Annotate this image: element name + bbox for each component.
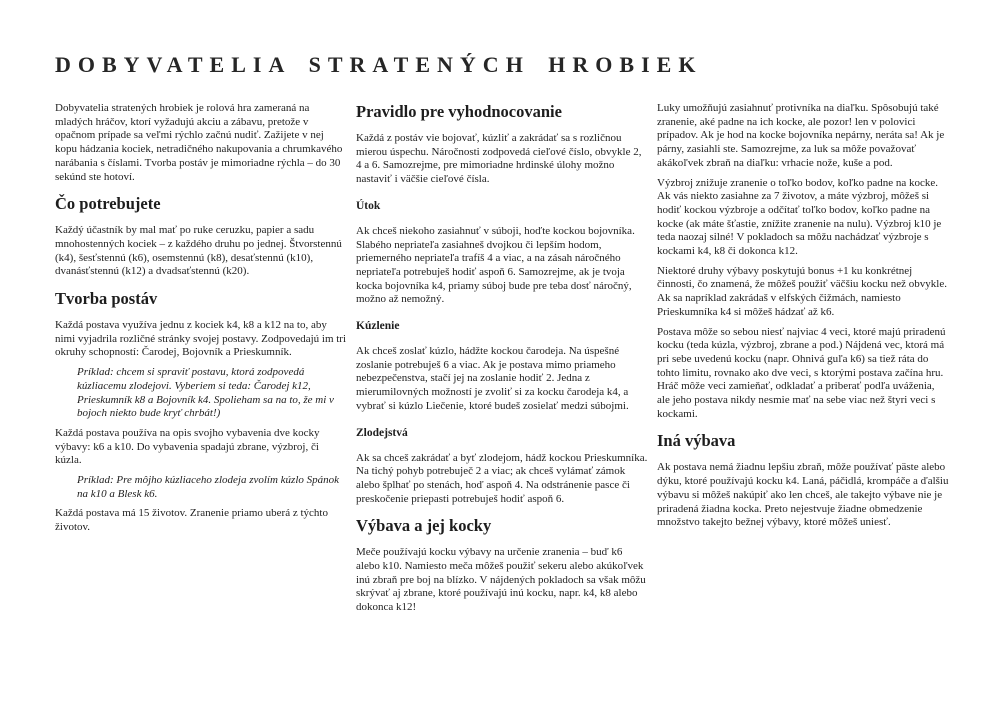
paragraph: Ak sa chceš zakrádať a byť zlodejom, hádž kockou Prieskumníka. Na tichý pohyb potrebuječ 2 a viac; ak chceš vylámať zámok alebo šplhať po stenách, hoď aspoň 4. Na odstránenie pasce či preskočenie priepasti potrebuješ hodiť aspoň 6. xyxy=(356,451,648,505)
section-heading: Iná výbava xyxy=(657,431,736,451)
paragraph: Postava môže so sebou niesť najviac 4 veci, ktoré majú priradenú kocku (teda kúzla, výzbroj, zbrane a pod.) Nájdená vec, ktorá má pri sebe uvedenú kocku (napr. Ohnivá guľa k6) sa tiež ráta do tohto limitu, rovnako ako dve veci, s ktorými postava začína hru. Hráč môže veci zamieňať, odkladať a priberať podľa uváženia, ale jeho postava nikdy nesmie mať na sebe viac než štyri veci s kockami. xyxy=(657,325,946,420)
column-2 xyxy=(356,102,648,621)
paragraph: Ak chceš niekoho zasiahnuť v súboji, hoďte kockou bojovníka. Slabého nepriateľa zasiahneš dvojkou či lepším hodom, priemerného nepriateľa trafíš 4 a viac, a na zásah náročného nepriateľa potrebuješ hodiť aspoň 6. Samozrejme, ak je tvoja kocka bojovníka k4, priamy súboj bude pre teba dosť náročný, možno až nemožný. xyxy=(356,224,635,306)
paragraph: Výzbroj znižuje zranenie o toľko bodov, koľko padne na kocke. Ak vás niekto zasiahne za 7 životov, a máte výzbroj, môžeš si hodiť kockou výzbroje a odčítať toľko bodov, koľko padne na kocke (ak máte šťastie, znížite zranenie na nulu). Výzbroj k10 je teda naozaj silné! V pokladoch sa môžu nachádzať výzbroje s kockami k4, k8 či dokonca k12. xyxy=(657,176,942,258)
paragraph: Ak chceš zoslať kúzlo, hádžte kockou čarodeja. Na úspešné zoslanie potrebuješ 6 a viac. Ak je postava mimo priameho nebezpečenstva, stačí jej na zoslanie hodiť 2. Jedna z mierumilovných možností je zvoliť si za kocku čarodeja k4, a vybrať si kúzlo Liečenie, ktoré budeš zosielať medzi súbojmi. xyxy=(356,345,629,412)
document-title: DOBYVATELIA STRATENÝCH HROBIEK xyxy=(55,52,703,77)
paragraph: Dobyvatelia stratených hrobiek je rolová hra zameraná na mladých hráčov, ktorí vyžadujú akciu a zábavu, pretože v opačnom prípade sa veľmi rýchlo začnú nudiť. Zažijete v nej kopu hádzania kociek, netradičného nakupovania a chrumkavého narábania s číslami. Tvorba postáv je mimoriadne rýchla – do 30 sekúnd ste hotoví. xyxy=(55,102,343,183)
sub-heading: Kúzlenie xyxy=(356,320,400,333)
section-heading: Pravidlo pre vyhodnocovanie xyxy=(356,102,562,121)
paragraph: Luky umožňujú zasiahnuť protivníka na diaľku. Spôsobujú také zranenie, aké padne na ich kocke, ale pozor! len v polovici prípadov. Ak je hod na kocke bojovníka nepárny, neráta sa! Ak je párny, zasiahli ste. Samozrejme, za luk sa môže považovať akákoľvek zbraň na diaľku: vrhacie nože, kuše a pod. xyxy=(657,102,945,169)
paragraph: Každý účastník by mal mať po ruke ceruzku, papier a sadu mnohostenných kociek – z každého druhu po jednej. Štvorstennú (k4), šesťstennú (k6), osemstennú (k8), desaťstennú (k10), dvanásťstennú (k12) a dvadsaťstennú (k20). xyxy=(55,224,342,278)
paragraph: Každá postava používa na opis svojho vybavenia dve kocky výbavy: k6 a k10. Do vybavenia spadajú zbrane, výzbroj, či kúzla. xyxy=(55,426,320,467)
section-heading: Čo potrebujete xyxy=(55,194,161,214)
text-columns xyxy=(55,102,950,621)
paragraph: Ak postava nemá žiadnu lepšiu zbraň, môže používať päste alebo dýku, ktoré používajú kocku k4. Laná, páčidlá, krompáče a ďalšiu výbavu si môžeš nakúpiť ako len chceš, ale takejto výbave nie je priradená žiadna kocka. Preto nejestvuje žiadne obmedzenie množstvo takejto bežnej výbavy, ktoré môžeš uniesť. xyxy=(657,461,949,529)
paragraph: Každá postava využíva jednu z kociek k4, k8 a k12 na to, aby nimi vyjadrila rozličné stránky svojej postavy. Zodpovedajú im tri okruhy schopností: Čarodej, Bojovník a Prieskumník. xyxy=(55,319,347,359)
column-1 xyxy=(55,102,347,541)
section-heading: Výbava a jej kocky xyxy=(356,516,492,536)
paragraph: Každá postava má 15 životov. Zranenie priamo uberá z týchto životov. xyxy=(55,507,328,534)
paragraph: Meče používajú kocku výbavy na určenie zranenia – buď k6 alebo k10. Namiesto meča môžeš použiť sekeru alebo akúkoľvek inú zbraň pre boj na blízko. V nájdených pokladoch sa však môžu skrývať aj zbrane, ktoré používajú inú kocku, napr. k4, k8 alebo dokonca k12! xyxy=(356,546,646,614)
paragraph: Každá z postáv vie bojovať, kúzliť a zakrádať sa s rozličnou mierou úspechu. Náročnosti zodpovedá cieľové číslo, obvykle 2, 4 a 6. Samozrejme, pre mimoriadne hrdinské úlohy možno nastaviť i väčšie cieľové čísla. xyxy=(356,132,642,186)
section-heading: Tvorba postáv xyxy=(55,289,158,309)
example-paragraph: Príklad: Pre môjho kúzliaceho zlodeja zvolím kúzlo Spánok na k10 a Blesk k6. xyxy=(77,474,340,500)
column-3 xyxy=(657,102,949,536)
sub-heading: Útok xyxy=(356,199,381,212)
example-paragraph: Príklad: chcem si spraviť postavu, ktorá zodpovedá kúzliacemu zlodejovi. Vyberiem si teda: Čarodej k12, Prieskumník k8 a Bojovník k4. Spolieham sa na to, že mi v bojoch niekto bude kryť chrbát!) xyxy=(77,366,334,420)
sub-heading: Zlodejstvá xyxy=(356,426,408,439)
paragraph: Niektoré druhy výbavy poskytujú bonus +1 ku konkrétnej činnosti, čo znamená, že môžeš použiť väčšiu kocku než obvykle. Ak sa napríklad zakrádaš v elfských čižmách, namiesto Prieskumníka k4 si môžeš hádzať až k6. xyxy=(657,264,947,318)
